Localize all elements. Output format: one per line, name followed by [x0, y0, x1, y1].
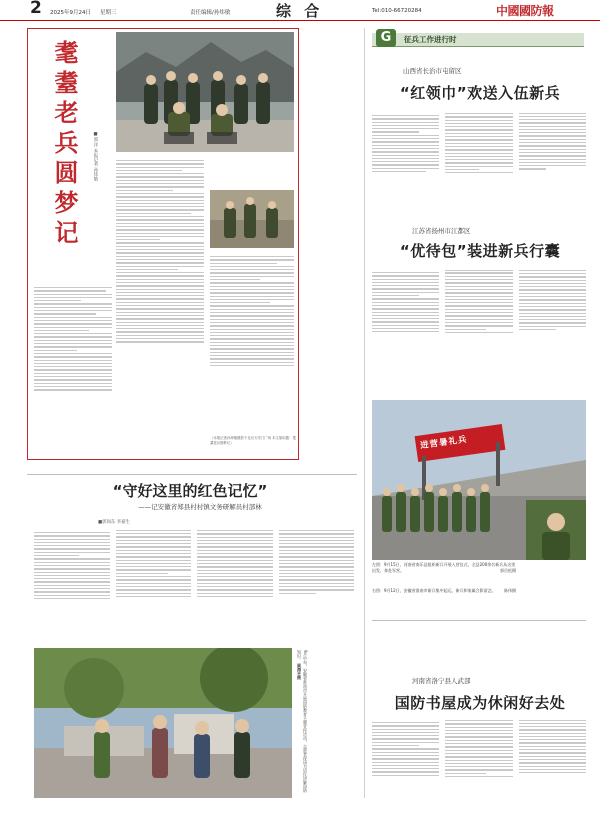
- feature-body-col1: [34, 285, 112, 453]
- feature-photo-veterans-2: [210, 190, 294, 248]
- article2-title: “优待包”装进新兵行囊: [399, 242, 561, 260]
- page-header: [0, 0, 600, 21]
- article3-byline: ■郭岗东 李嘉生: [98, 520, 130, 525]
- feature-body-col3: [210, 254, 294, 434]
- feature-byline: ■郭 洋 本报记者 孙炜敏: [93, 132, 98, 181]
- article3-body: [34, 530, 354, 640]
- issue-weekday: 星期三: [100, 10, 117, 16]
- photo-recruits-parade: [372, 400, 586, 560]
- feature-closing-note: （本报记者孙炜敏摄影于北京天安门广场 本文原标题：耄耋老兵圆梦记）: [210, 436, 296, 445]
- page-number: 2: [30, 0, 42, 18]
- divider-vertical: [364, 28, 365, 798]
- photo-caption-b: [372, 588, 516, 594]
- divider-right: [372, 620, 586, 621]
- photo-community-event: [34, 648, 292, 798]
- article1-kicker: 山西省长治市屯留区: [403, 67, 462, 75]
- photo-caption-b-text: 右图：9月12日，安徽省淮南市新兵集中起运，新兵和家属合影留念。: [372, 588, 496, 593]
- article2-body: [372, 270, 586, 368]
- divider-left: [27, 474, 357, 475]
- photo-bottom-caption-text: 9月中旬，安徽省淮南市开展国防教育主题宣传活动，志愿者现场为居民讲解国防知识。: [297, 650, 308, 793]
- article3-subtitle: ——记安徽省郑县村村镇文务研解员村部林: [138, 503, 262, 511]
- article4-title: 国防书屋成为休闲好去处: [394, 694, 566, 712]
- feature-body-col2: [116, 158, 204, 453]
- editor-credit: 责任编辑/孙炜敏: [190, 10, 231, 16]
- article2-kicker: 江苏省扬州市江都区: [412, 227, 471, 235]
- photo-bottom-caption: [296, 650, 308, 796]
- phone-number: Tel:010-66720284: [372, 8, 422, 14]
- masthead-logo: 中國國防報: [496, 4, 554, 18]
- column-label: 征兵工作进行时: [404, 35, 457, 44]
- article4-body: [372, 720, 586, 812]
- feature-photo-veterans: [116, 32, 294, 152]
- section-title: 综 合: [276, 2, 324, 20]
- article1-title: “红领巾”欢送入伍新兵: [399, 84, 561, 102]
- photo-bottom-credit: 阎海平摄: [297, 663, 302, 680]
- article4-kicker: 河南省洛宁县人武部: [412, 677, 471, 685]
- photo-credit-b: 陈伟摄: [504, 588, 516, 593]
- photo-banner-text: 进营暑礼兵: [419, 434, 469, 452]
- photo-caption-a-text: 左图：9月15日，河南省南乐县组织新兵开展入营仪式，全县200余名新兵从这里出发，奔赴军营。: [372, 562, 516, 573]
- photo-credit-a: 郭岳松摄: [500, 568, 516, 573]
- article1-body: [372, 113, 586, 205]
- column-icon: G: [376, 29, 396, 47]
- photo-caption-a: [372, 562, 516, 574]
- issue-date: 2025年9月24日: [50, 10, 91, 16]
- feature-title: 耄耋老兵圆梦记: [50, 40, 78, 250]
- article3-title: “守好这里的红色记忆”: [112, 482, 268, 500]
